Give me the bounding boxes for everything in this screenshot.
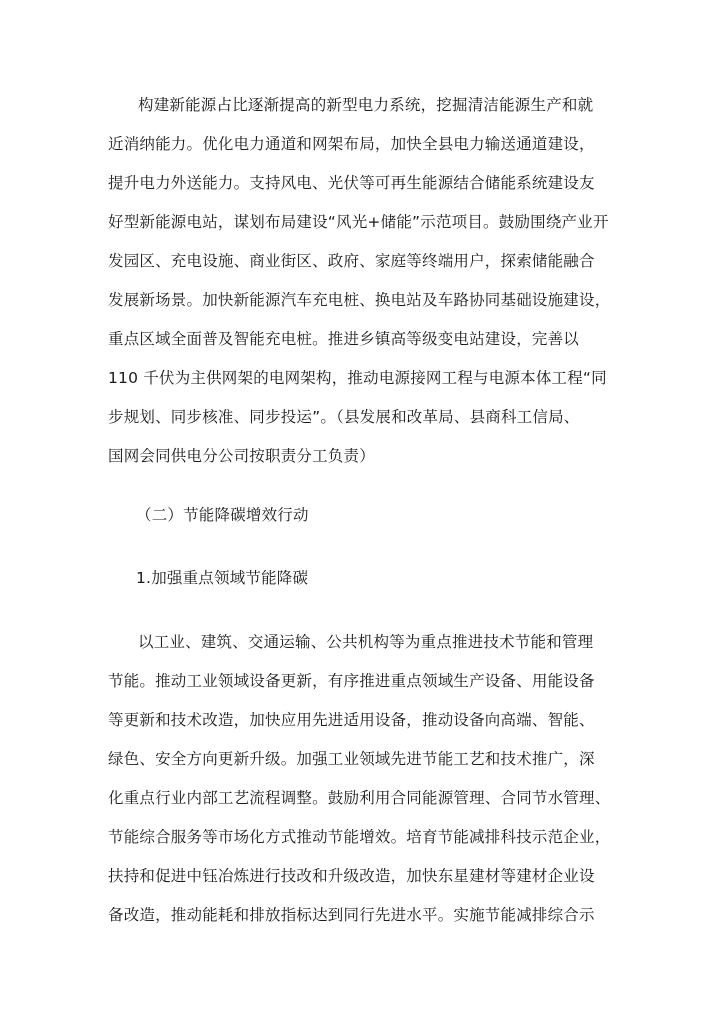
paragraph-2-line: 等更新和技术改造，加快应用先进适用设备，推动设备向高端、智能、 [108,711,595,729]
paragraph-1-line: 重点区域全面普及智能充电桩。推进乡镇高等级变电站建设，完善以 [108,330,580,348]
paragraph-2-line: 绿色、安全方向更新升级。加强工业领域先进节能工艺和技术推广，深 [108,750,595,768]
subsection-heading: 1.加强重点领域节能降碳 [136,569,309,587]
paragraph-1-line: 发展新场景。加快新能源汽车充电桩、换电站及车路协同基础设施建设， [108,291,611,309]
paragraph-2-line: 备改造，推动能耗和排放指标达到同行先进水平。实施节能减排综合示 [108,906,595,924]
paragraph-1-line: 步规划、同步核准、同步投运”。（县发展和改革局、县商科工信局、 [108,408,580,426]
paragraph-1-line: 提升电力外送能力。支持风电、光伏等可再生能源结合储能系统建设友 [108,174,595,192]
paragraph-2-line: 扶持和促进中钰冶炼进行技改和升级改造，加快东星建材等建材企业设 [108,867,595,885]
section-heading: （二）节能降碳增效行动 [136,506,309,524]
paragraph-2-line: 节能综合服务等市场化方式推动节能增效。培育节能减排科技示范企业， [108,828,611,846]
paragraph-1-line: 近消纳能力。优化电力通道和网架布局，加快全县电力输送通道建设， [108,135,595,153]
paragraph-1-line: 发园区、充电设施、商业街区、政府、家庭等终端用户，探索储能融合 [108,252,595,270]
paragraph-1-line: 国网会同供电分公司按职责分工负责） [108,447,375,465]
paragraph-1-line: 构建新能源占比逐渐提高的新型电力系统，挖掘清洁能源生产和就 [138,96,594,114]
paragraph-2-line: 节能。推动工业领域设备更新，有序推进重点领域生产设备、用能设备 [108,672,595,690]
paragraph-1-line: 好型新能源电站，谋划布局建设“风光+储能”示范项目。鼓励围绕产业开 [108,213,609,231]
paragraph-1-line: 110 千伏为主供网架的电网架构，推动电源接网工程与电源本体工程“同 [108,369,607,387]
paragraph-2-line: 以工业、建筑、交通运输、公共机构等为重点推进技术节能和管理 [138,633,594,651]
paragraph-2-line: 化重点行业内部工艺流程调整。鼓励利用合同能源管理、合同节水管理、 [108,789,611,807]
